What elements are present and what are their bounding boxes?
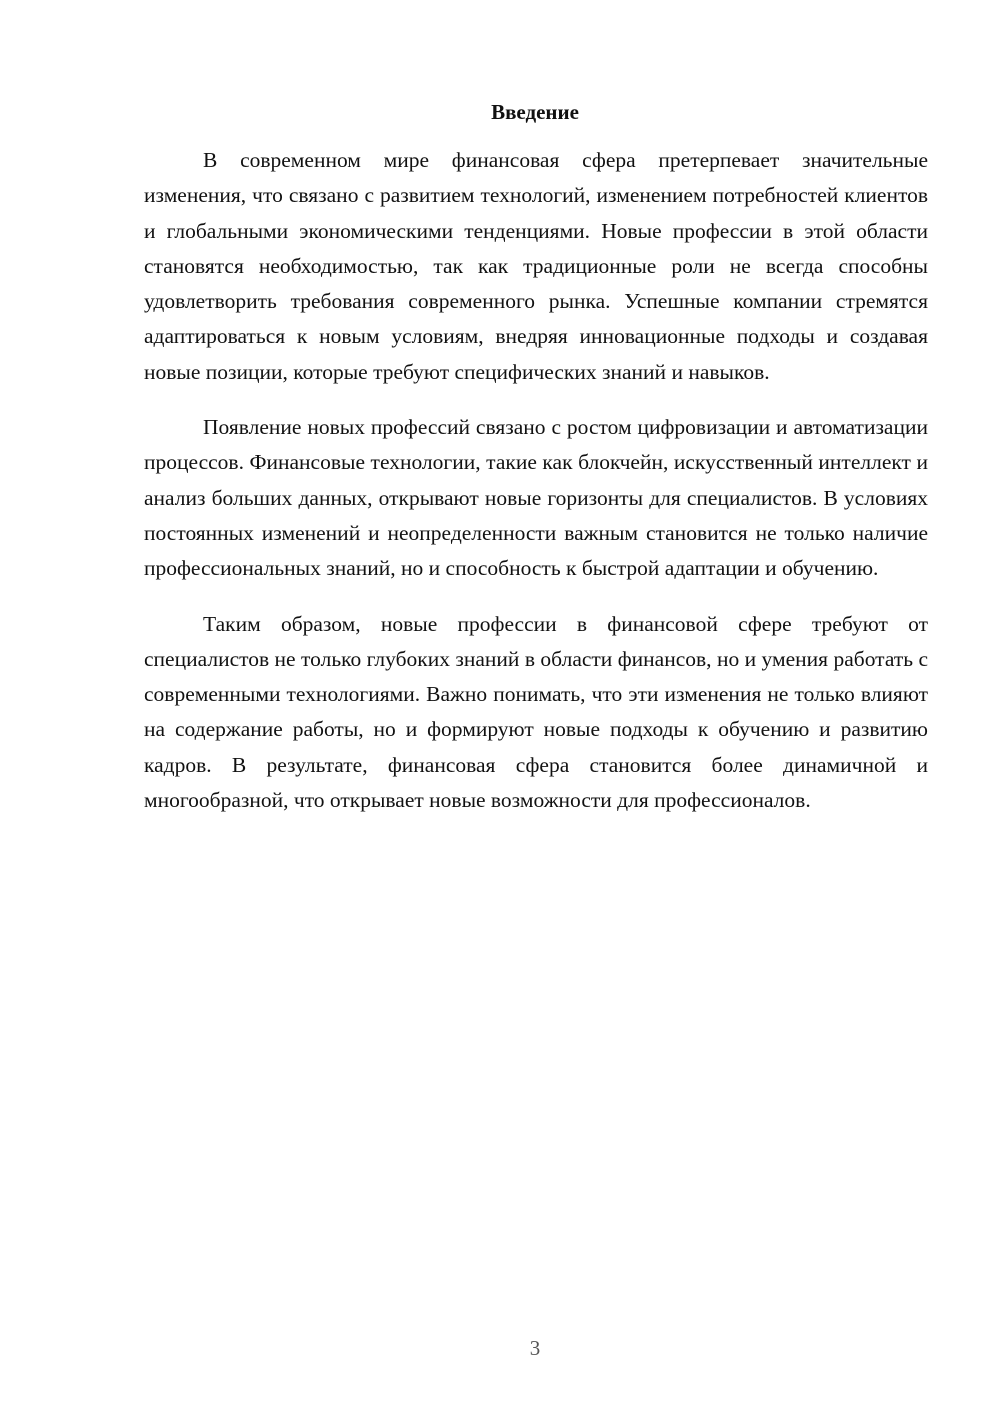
document-body [144,143,928,838]
paragraph-digitalization: Появление новых профессий связано с ростом цифровизации и автоматизации процессов. Финансовые технологии, такие как блокчейн, искусственный интеллект и анализ больших данных, открывают новые горизонты для специалистов. В условиях постоянных изменений и неопределенности важным становится не только наличие профессиональных знаний, но и способность к быстрой адаптации и обучению. [144,415,928,581]
paragraph-intro: В современном мире финансовая сфера претерпевает значительные изменения, что связано с развитием технологий, изменением потребностей клиентов и глобальными экономическими тенденциями. Новые профессии в этой области становятся необходимостью, так как традиционные роли не всегда способны удовлетворить требования современного рынка. Успешные компании стремятся адаптироваться к новым условиям, внедряя инновационные подходы и создавая новые позиции, которые требуют специфических знаний и навыков. [144,148,928,384]
page-title: Введение [491,100,579,124]
paragraph-conclusion: Таким образом, новые профессии в финансовой сфере требуют от специалистов не только глубоких знаний в области финансов, но и умения работать с современными технологиями. Важно понимать, что эти изменения не только влияют на содержание работы, но и формируют новые подходы к обучению и развитию кадров. В результате, финансовая сфера становится более динамичной и многообразной, что открывает новые возможности для профессионалов. [144,611,928,813]
page-number: 3 [529,1336,541,1360]
